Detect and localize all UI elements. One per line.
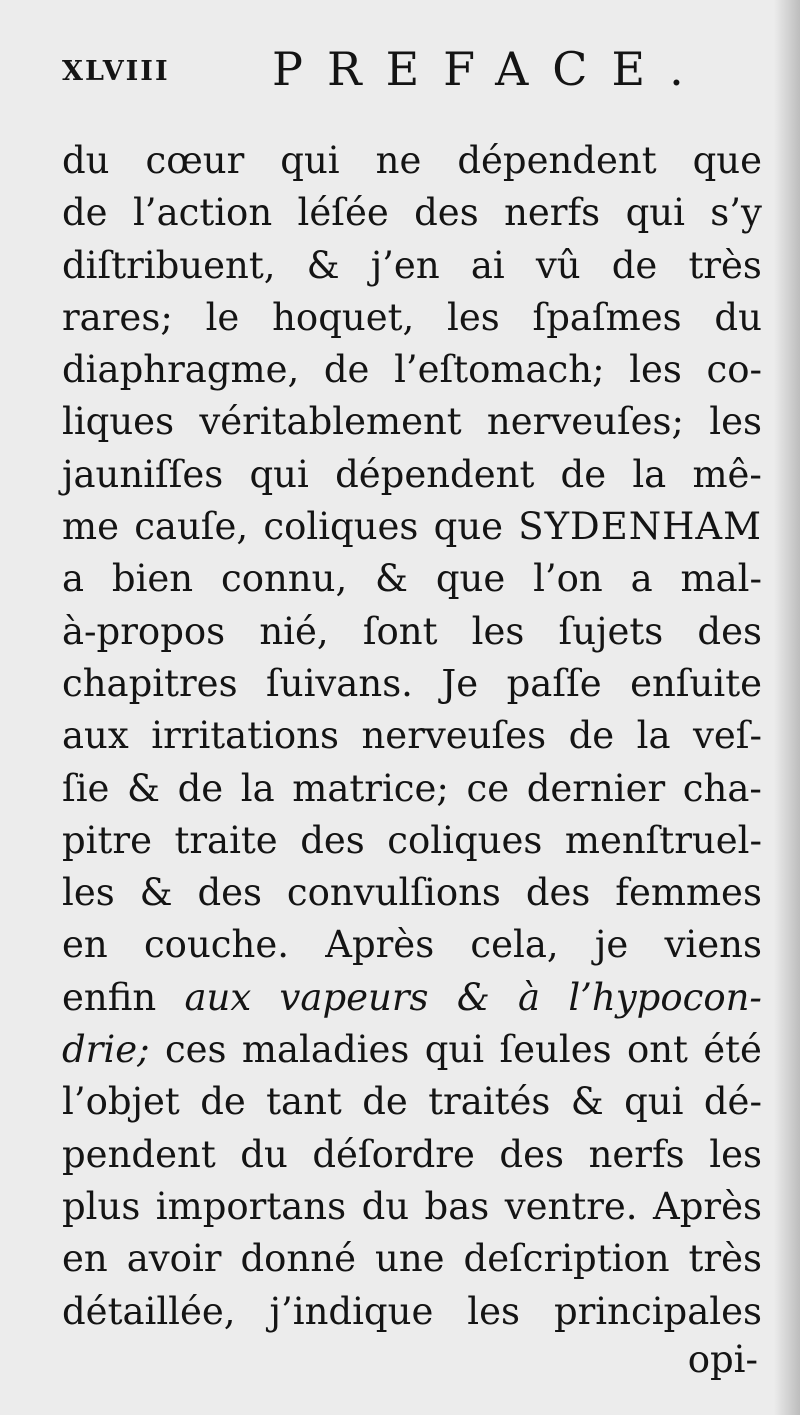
word: maladies: [241, 1028, 410, 1072]
word: convulſions: [286, 871, 501, 915]
word: veſ-: [693, 714, 762, 758]
text-line: [62, 1181, 762, 1233]
word: matrice;: [292, 766, 449, 810]
text-line: [62, 240, 762, 292]
word: de: [560, 452, 607, 496]
text-line: [62, 292, 762, 344]
word: que: [692, 139, 762, 182]
word: les: [709, 400, 762, 444]
text-line: [62, 1233, 762, 1285]
word: du: [240, 1132, 288, 1176]
word: de: [177, 766, 224, 810]
word: de: [362, 1080, 408, 1124]
word: cha-: [682, 766, 762, 810]
text-line: [62, 763, 762, 815]
word: ſont: [362, 609, 438, 653]
word: a: [62, 557, 85, 601]
word: nerfs: [588, 1132, 685, 1176]
word: Après: [325, 923, 435, 967]
word: femmes: [615, 871, 762, 915]
word: l’hypocon-: [568, 975, 762, 1019]
page-header: [62, 42, 762, 102]
word: vapeurs: [279, 975, 429, 1019]
word: mê-: [692, 452, 762, 496]
word: vû: [535, 243, 581, 287]
word: nerfs: [504, 191, 601, 235]
word: deſcription: [463, 1237, 670, 1281]
word: les: [447, 295, 500, 339]
word: l’objet: [62, 1080, 180, 1124]
word: que: [435, 557, 506, 601]
word: importans: [155, 1184, 347, 1228]
word: en: [62, 923, 108, 967]
word: ce: [466, 766, 510, 810]
word: nié,: [259, 609, 329, 653]
word: &: [306, 243, 340, 287]
word: des: [499, 1132, 564, 1176]
text-line: [62, 1129, 762, 1181]
body-text: [62, 135, 762, 1338]
running-head: PREFACE.: [272, 42, 708, 96]
word: enſuite: [630, 661, 762, 705]
word: j’indique: [269, 1289, 434, 1333]
word: enfin: [62, 975, 157, 1019]
word: nerveuſes: [361, 714, 547, 758]
page-number: XLVIII: [62, 56, 170, 87]
word: plus: [62, 1184, 141, 1228]
word: donné: [240, 1237, 356, 1281]
page-edge-shadow: [774, 0, 800, 1415]
word: les: [709, 1132, 762, 1176]
word: détaillée,: [62, 1289, 236, 1333]
word: qui: [625, 191, 685, 235]
word: ſeules: [499, 1028, 612, 1072]
word: léſée: [297, 191, 389, 235]
word: l’on: [533, 557, 603, 601]
word: co-: [706, 348, 762, 392]
word: liques: [62, 400, 175, 444]
word: diſtribuent,: [62, 243, 276, 287]
word: ces: [164, 1028, 227, 1072]
word: traite: [174, 818, 278, 862]
word: du: [62, 139, 110, 182]
word: ſujets: [558, 609, 664, 653]
word: la: [636, 714, 671, 758]
word: aux: [62, 714, 129, 758]
word: qui: [280, 139, 340, 182]
word: à-propos: [62, 609, 226, 653]
catchword: opi-: [687, 1338, 758, 1381]
text-line: [62, 396, 762, 448]
text-line: [62, 1076, 762, 1128]
word: l’eſtomach;: [394, 348, 605, 392]
word: aux: [184, 975, 252, 1019]
word: coliques: [263, 505, 419, 549]
text-line: [62, 344, 762, 396]
word: de: [323, 348, 370, 392]
text-line: [62, 1286, 762, 1338]
text-line: [62, 1024, 762, 1076]
word: les: [62, 871, 115, 915]
word: de: [200, 1080, 246, 1124]
word: diaphragme,: [62, 348, 300, 392]
word: de: [568, 714, 615, 758]
word: ai: [470, 243, 505, 287]
word: cela,: [470, 923, 559, 967]
word: menſtruel-: [564, 818, 762, 862]
word: traités: [428, 1080, 551, 1124]
word: qui: [624, 1080, 684, 1124]
word: &: [139, 871, 173, 915]
word: de: [62, 191, 108, 235]
text-line: [62, 501, 762, 553]
word: ſuivans.: [266, 661, 413, 705]
word: bien: [111, 557, 194, 601]
word: principales: [553, 1289, 762, 1333]
word: dé-: [703, 1080, 762, 1124]
word: des: [197, 871, 263, 915]
word: me: [62, 505, 119, 549]
word: tant: [266, 1080, 342, 1124]
word: des: [414, 191, 479, 235]
word: pendent: [62, 1132, 216, 1176]
word: ne: [375, 139, 422, 182]
word: des: [697, 609, 762, 653]
text-line: [62, 449, 762, 501]
word: avoir: [126, 1237, 222, 1281]
text-line: [62, 972, 762, 1024]
word: ont: [626, 1028, 688, 1072]
text-line: [62, 606, 762, 658]
word: déſordre: [312, 1132, 475, 1176]
word: rares;: [62, 295, 173, 339]
word: je: [594, 923, 629, 967]
word: en: [62, 1237, 108, 1281]
word: j’en: [370, 243, 440, 287]
word: &: [127, 766, 160, 810]
word: des: [300, 818, 365, 862]
word: du: [714, 295, 762, 339]
text-line: [62, 867, 762, 919]
text-line: [62, 710, 762, 762]
word: dernier: [526, 766, 666, 810]
word: &: [456, 975, 490, 1019]
word: irritations: [151, 714, 339, 758]
word: chapitres: [62, 661, 238, 705]
word: paſſe: [506, 661, 602, 705]
word: pitre: [62, 818, 152, 862]
word: mal-: [680, 557, 762, 601]
word: la: [240, 766, 275, 810]
word: drie;: [62, 1028, 150, 1072]
text-line: [62, 815, 762, 867]
text-line: [62, 553, 762, 605]
word: à: [518, 975, 541, 1019]
word: nerveuſes;: [486, 400, 685, 444]
word: coliques: [387, 818, 543, 862]
word: Je: [441, 661, 479, 705]
word: s’y: [710, 191, 762, 235]
word: les: [629, 348, 682, 392]
word: a: [630, 557, 653, 601]
word: jauniſſes: [62, 452, 224, 496]
word: couche.: [143, 923, 289, 967]
word: connu,: [220, 557, 348, 601]
word: les: [467, 1289, 520, 1333]
word: très: [688, 1237, 762, 1281]
word: l’action: [132, 191, 273, 235]
word: cauſe,: [134, 505, 249, 549]
word: que: [433, 505, 504, 549]
word: ſpaſmes: [532, 295, 682, 339]
word: la: [632, 452, 667, 496]
word: Après: [653, 1184, 762, 1228]
word: cœur: [145, 139, 245, 182]
text-line: [62, 135, 762, 187]
word: de: [611, 243, 658, 287]
text-line: [62, 919, 762, 971]
word: hoquet,: [272, 295, 415, 339]
word: les: [471, 609, 525, 653]
text-line: [62, 658, 762, 710]
word: des: [525, 871, 591, 915]
word: bas: [424, 1184, 490, 1228]
word: une: [374, 1237, 445, 1281]
word: très: [688, 243, 762, 287]
word: qui: [249, 452, 309, 496]
word: été: [703, 1028, 762, 1072]
word: du: [361, 1184, 410, 1228]
word: ſie: [62, 766, 110, 810]
word: qui: [424, 1028, 485, 1072]
word: viens: [664, 923, 762, 967]
word: ventre.: [504, 1184, 638, 1228]
text-line: [62, 187, 762, 239]
word: &: [375, 557, 408, 601]
word: &: [570, 1080, 604, 1124]
word: dépendent: [457, 139, 657, 182]
word: SYDENHAM: [518, 505, 762, 549]
word: dépendent: [335, 452, 535, 496]
word: le: [205, 295, 240, 339]
word: véritablement: [199, 400, 462, 444]
